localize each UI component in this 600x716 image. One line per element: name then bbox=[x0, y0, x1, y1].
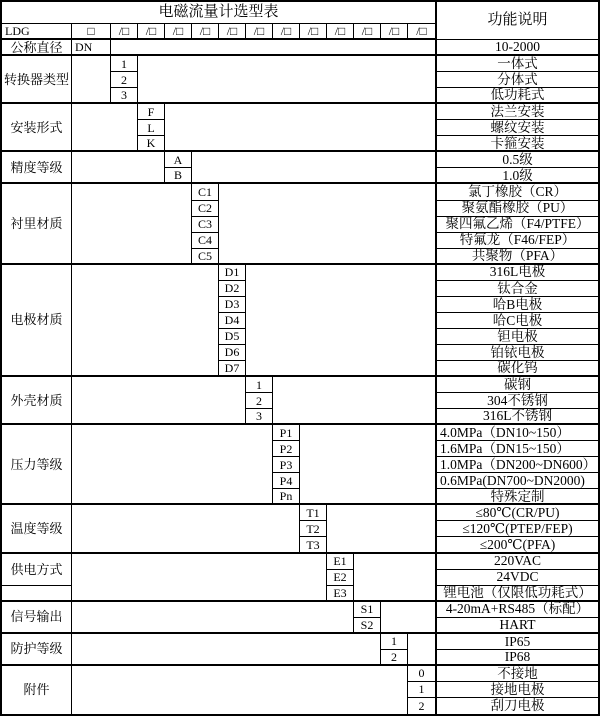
spacer-right-2 bbox=[165, 104, 435, 152]
code-slot: /□ bbox=[219, 24, 246, 40]
desc-cell-12-0: 不接地 bbox=[435, 666, 598, 682]
desc-cell-9-2: 锂电池（仅限低功耗式） bbox=[435, 586, 598, 602]
code-cell-7-0: P1 bbox=[273, 425, 300, 441]
code-slot: /□ bbox=[192, 24, 219, 40]
code-cell-6-2: 3 bbox=[246, 409, 273, 425]
desc-cell-7-1: 1.6MPa（DN15~150） bbox=[435, 441, 598, 457]
desc-cell-1-2: 低功耗式 bbox=[435, 88, 598, 104]
code-cell-5-5: D6 bbox=[219, 345, 246, 361]
group-label-7: 压力等级 bbox=[2, 425, 72, 505]
group-label-10: 信号输出 bbox=[2, 602, 72, 634]
code-cell-1-1: 2 bbox=[111, 72, 138, 88]
desc-cell-6-2: 316L不锈钢 bbox=[435, 409, 598, 425]
desc-cell-4-0: 氯丁橡胶（CR） bbox=[435, 184, 598, 200]
desc-cell-9-1: 24VDC bbox=[435, 570, 598, 586]
code-cell-11-0: 1 bbox=[381, 634, 408, 650]
code-cell-4-0: C1 bbox=[192, 184, 219, 200]
desc-cell-7-3: 0.6MPa(DN700~DN2000) bbox=[435, 473, 598, 489]
code-cell-6-1: 2 bbox=[246, 393, 273, 409]
group-label-0: 公称直径 bbox=[2, 40, 72, 56]
desc-cell-7-4: 特殊定制 bbox=[435, 489, 598, 505]
group-label-5: 电极材质 bbox=[2, 265, 72, 377]
code-slot: /□ bbox=[327, 24, 354, 40]
group-label-1: 转换器类型 bbox=[2, 56, 72, 104]
desc-cell-4-3: 特氟龙（F46/FEP） bbox=[435, 233, 598, 249]
code-cell-5-2: D3 bbox=[219, 297, 246, 313]
code-slot: /□ bbox=[300, 24, 327, 40]
desc-cell-5-1: 钛合金 bbox=[435, 281, 598, 297]
desc-cell-5-4: 钽电极 bbox=[435, 329, 598, 345]
code-cell-2-0: F bbox=[138, 104, 165, 120]
desc-cell-7-0: 4.0MPa（DN10~150） bbox=[435, 425, 598, 441]
spacer-right-8 bbox=[327, 505, 435, 553]
desc-cell-2-0: 法兰安装 bbox=[435, 104, 598, 120]
code-slot: /□ bbox=[165, 24, 192, 40]
code-slot: /□ bbox=[354, 24, 381, 40]
group-label-9: 供电方式 bbox=[2, 554, 72, 586]
code-cell-12-1: 1 bbox=[408, 682, 435, 698]
code-cell-0-0: DN bbox=[72, 40, 111, 56]
spacer-right-9 bbox=[354, 554, 435, 602]
group-label-12: 附件 bbox=[2, 666, 72, 714]
code-cell-10-0: S1 bbox=[354, 602, 381, 618]
desc-cell-10-1: HART bbox=[435, 618, 598, 634]
code-cell-5-4: D5 bbox=[219, 329, 246, 345]
desc-cell-4-1: 聚氨酯橡胶（PU） bbox=[435, 201, 598, 217]
desc-cell-12-2: 刮刀电极 bbox=[435, 698, 598, 714]
desc-cell-4-2: 聚四氟乙烯（F4/PTFE） bbox=[435, 217, 598, 233]
spacer-right-1 bbox=[138, 56, 435, 104]
code-slot: /□ bbox=[273, 24, 300, 40]
code-box: □ bbox=[72, 24, 111, 40]
function-column-header: 功能说明 bbox=[435, 2, 598, 40]
desc-cell-1-1: 分体式 bbox=[435, 72, 598, 88]
group-label-6: 外壳材质 bbox=[2, 377, 72, 425]
desc-cell-2-1: 螺纹安装 bbox=[435, 120, 598, 136]
code-slot: /□ bbox=[138, 24, 165, 40]
code-cell-12-2: 2 bbox=[418, 698, 425, 713]
code-cell-4-1: C2 bbox=[192, 201, 219, 217]
desc-cell-11-0: IP65 bbox=[435, 634, 598, 650]
code-cell-2-1: L bbox=[138, 120, 165, 136]
spacer-left-7 bbox=[72, 425, 273, 505]
spacer-left-2 bbox=[72, 104, 138, 152]
code-cell-9-1: E2 bbox=[327, 570, 354, 586]
desc-cell-5-3: 哈C电极 bbox=[435, 313, 598, 329]
code-cell-5-6: D7 bbox=[219, 361, 246, 377]
spacer-left-1 bbox=[72, 56, 111, 104]
code-cell-4-2: C3 bbox=[192, 217, 219, 233]
spacer-right-5 bbox=[246, 265, 435, 377]
group-label-8: 温度等级 bbox=[2, 505, 72, 553]
code-cell-8-0: T1 bbox=[300, 505, 327, 521]
code-cell-1-0: 1 bbox=[111, 56, 138, 72]
group-label-filler-9 bbox=[2, 586, 72, 602]
group-label-2: 安装形式 bbox=[2, 104, 72, 152]
desc-cell-3-1: 1.0级 bbox=[435, 168, 598, 184]
desc-cell-5-2: 哈B电极 bbox=[435, 297, 598, 313]
code-cell-4-4: C5 bbox=[192, 249, 219, 265]
desc-cell-6-1: 304不锈钢 bbox=[435, 393, 598, 409]
code-slot: /□ bbox=[111, 24, 138, 40]
code-slot: /□ bbox=[408, 24, 435, 40]
code-cell-9-2: E3 bbox=[327, 586, 354, 602]
spacer-right-11 bbox=[408, 634, 435, 666]
spacer-left-11 bbox=[72, 634, 381, 666]
code-cell-8-2: T3 bbox=[300, 537, 327, 553]
code-cell-10-1: S2 bbox=[354, 618, 381, 634]
desc-cell-8-2: ≤200℃(PFA) bbox=[435, 537, 598, 553]
code-cell-5-0: D1 bbox=[219, 265, 246, 281]
code-cell-3-0: A bbox=[165, 152, 192, 168]
code-cell-6-0: 1 bbox=[246, 377, 273, 393]
code-cell-3-1: B bbox=[165, 168, 192, 184]
code-cell-7-4: Pn bbox=[273, 489, 300, 505]
spacer-left-10 bbox=[72, 602, 354, 634]
code-cell-5-1: D2 bbox=[219, 281, 246, 297]
spacer-right-10 bbox=[381, 602, 435, 634]
spacer-left-8 bbox=[72, 505, 300, 553]
spacer-right-4 bbox=[219, 184, 435, 264]
desc-cell-5-6: 碳化钨 bbox=[435, 361, 598, 377]
spacer-left-9 bbox=[72, 554, 327, 602]
code-cell-4-3: C4 bbox=[192, 233, 219, 249]
desc-cell-8-1: ≤120℃(PTEP/FEP) bbox=[435, 521, 598, 537]
code-cell-12-0: 0 bbox=[408, 666, 435, 682]
desc-cell-8-0: ≤80℃(CR/PU) bbox=[435, 505, 598, 521]
desc-cell-11-1: IP68 bbox=[435, 650, 598, 666]
spacer-left-6 bbox=[72, 377, 246, 425]
code-slot: /□ bbox=[246, 24, 273, 40]
code-cell-7-2: P3 bbox=[273, 457, 300, 473]
code-cell-1-2: 3 bbox=[111, 88, 138, 104]
desc-cell-6-0: 碳钢 bbox=[435, 377, 598, 393]
code-cell-7-3: P4 bbox=[273, 473, 300, 489]
desc-cell-3-0: 0.5级 bbox=[435, 152, 598, 168]
code-cell-8-1: T2 bbox=[300, 521, 327, 537]
code-slot: /□ bbox=[381, 24, 408, 40]
desc-cell-5-5: 铂铱电极 bbox=[435, 345, 598, 361]
desc-cell-7-2: 1.0MPa（DN200~DN600） bbox=[435, 457, 598, 473]
group-label-4: 衬里材质 bbox=[2, 184, 72, 264]
code-cell-9-0: E1 bbox=[327, 554, 354, 570]
desc-cell-4-4: 共聚物（PFA） bbox=[435, 249, 598, 265]
code-cell-7-1: P2 bbox=[273, 441, 300, 457]
group-label-3: 精度等级 bbox=[2, 152, 72, 184]
spacer-right-7 bbox=[300, 425, 435, 505]
spacer-left-12 bbox=[72, 666, 408, 714]
code-cell-11-1: 2 bbox=[381, 650, 408, 666]
spacer-left-3 bbox=[72, 152, 165, 184]
spacer-left-5 bbox=[72, 265, 219, 377]
desc-cell-10-0: 4-20mA+RS485（标配） bbox=[435, 602, 598, 618]
code-cell-2-2: K bbox=[138, 136, 165, 152]
desc-cell-0-0: 10-2000 bbox=[435, 40, 598, 56]
desc-cell-2-2: 卡箍安装 bbox=[435, 136, 598, 152]
spacer-left-4 bbox=[72, 184, 192, 264]
spacer-right-3 bbox=[192, 152, 435, 184]
spacer-right-0 bbox=[111, 40, 435, 56]
ldg-label: LDG bbox=[2, 24, 72, 40]
desc-cell-1-0: 一体式 bbox=[435, 56, 598, 72]
code-cell-5-3: D4 bbox=[219, 313, 246, 329]
spacer-right-6 bbox=[273, 377, 435, 425]
desc-cell-12-1: 接地电极 bbox=[435, 682, 598, 698]
desc-cell-9-0: 220VAC bbox=[435, 554, 598, 570]
table-title: 电磁流量计选型表 bbox=[2, 2, 435, 24]
group-label-11: 防护等级 bbox=[2, 634, 72, 666]
desc-cell-5-0: 316L电极 bbox=[435, 265, 598, 281]
